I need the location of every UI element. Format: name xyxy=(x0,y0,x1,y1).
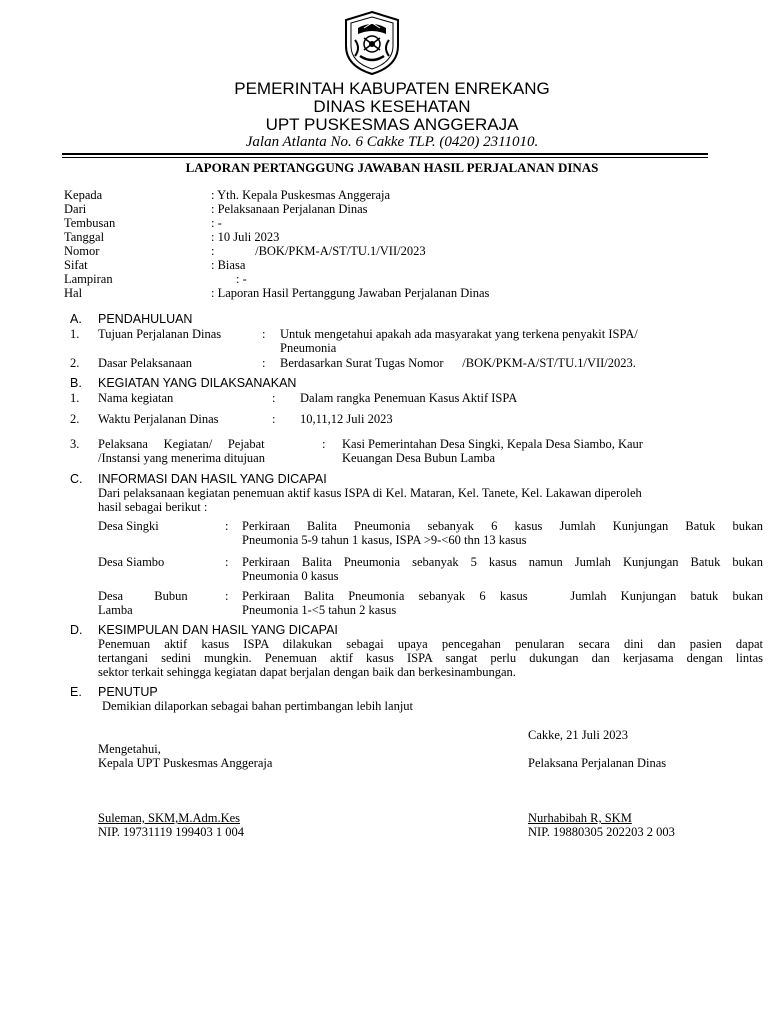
field-value-tanggal: : 10 Juli 2023 xyxy=(211,230,280,244)
section-a-item-2-text: Berdasarkan Surat Tugas Nomor /BOK/PKM-A/ST/TU.1/VII/2023. xyxy=(280,356,636,370)
section-b-item-2-text: 10,11,12 Juli 2023 xyxy=(300,412,393,426)
letterhead-unit: UPT PUSKESMAS ANGGERAJA xyxy=(265,115,519,134)
field-value-dari: : Pelaksanaan Perjalanan Dinas xyxy=(211,202,368,216)
field-value-hal: : Laporan Hasil Pertanggung Jawaban Perjalanan Dinas xyxy=(211,286,490,300)
section-a-item-1-text: Untuk mengetahui apakah ada masyarakat yang terkena penyakit ISPA/ xyxy=(280,327,638,341)
result-colon-siambo: : xyxy=(225,555,229,569)
section-b-item-3-colon: : xyxy=(322,437,326,451)
result-colon-bubun-lamba: : xyxy=(225,589,229,603)
field-label-hal: Hal xyxy=(64,286,83,300)
result-label-singki: Desa Singki xyxy=(98,519,159,533)
section-a-item-2-num: 2. xyxy=(70,356,80,370)
section-c-intro: Dari pelaksanaan kegiatan penemuan aktif kasus ISPA di Kel. Mataran, Kel. Tanete, Kel. Lakawan diperoleh xyxy=(98,486,642,500)
section-e-letter: E. xyxy=(70,685,82,699)
section-b-item-1-text: Dalam rangka Penemuan Kasus Aktif ISPA xyxy=(300,391,518,405)
field-value-lampiran: : - xyxy=(211,272,247,286)
section-b-letter: B. xyxy=(70,376,82,390)
result-text-siambo: Perkiraan Balita Pneumonia sebanyak 5 kasus namun Jumlah Kunjungan Batuk bukan xyxy=(242,555,763,569)
section-b-item-2-colon: : xyxy=(272,412,276,426)
field-value-sifat: : Biasa xyxy=(211,258,246,272)
section-a-item-1-label: Tujuan Perjalanan Dinas xyxy=(98,327,222,341)
section-e-heading: PENUTUP xyxy=(98,685,158,699)
section-a-item-2-colon: : xyxy=(262,356,266,370)
letterhead-divider-thin xyxy=(62,157,708,158)
section-b-item-3-text: Kasi Pemerintahan Desa Singki, Kepala Desa Siambo, Kaur xyxy=(342,437,643,451)
section-c-heading: INFORMASI DAN HASIL YANG DICAPAI xyxy=(98,472,327,486)
section-a-item-2-label: Dasar Pelaksanaan xyxy=(98,356,193,370)
field-label-tanggal: Tanggal xyxy=(64,230,105,244)
field-label-lampiran: Lampiran xyxy=(64,272,113,286)
section-b-item-1-num: 1. xyxy=(70,391,80,405)
field-label-tembusan: Tembusan xyxy=(64,216,116,230)
section-a-item-1-num: 1. xyxy=(70,327,80,341)
executor-title: Pelaksana Perjalanan Dinas xyxy=(528,756,667,770)
section-a-item-1-text-cont: Pneumonia xyxy=(280,341,337,355)
section-d-paragraph-line3: sektor terkait sehingga kegiatan dapat berjalan dengan baik dan berkesinambungan. xyxy=(98,665,516,679)
head-title: Kepala UPT Puskesmas Anggeraja xyxy=(98,756,273,770)
closing-statement: Demikian dilaporkan sebagai bahan pertimbangan lebih lanjut xyxy=(102,699,414,713)
section-b-item-1-label: Nama kegiatan xyxy=(98,391,174,405)
regency-emblem-icon xyxy=(342,10,402,76)
field-label-kepada: Kepada xyxy=(64,188,103,202)
letterhead-divider xyxy=(62,153,708,155)
result-colon-singki: : xyxy=(225,519,229,533)
field-label-sifat: Sifat xyxy=(64,258,88,272)
executor-nip: NIP. 19880305 202203 2 003 xyxy=(528,825,675,839)
acknowledged-label: Mengetahui, xyxy=(98,742,161,756)
letterhead-agency: DINAS KESEHATAN xyxy=(313,97,471,116)
section-b-item-3-text-cont: Keuangan Desa Bubun Lamba xyxy=(342,451,496,465)
field-value-tembusan: : - xyxy=(211,216,222,230)
letterhead-government: PEMERINTAH KABUPATEN ENREKANG xyxy=(234,79,550,98)
section-b-item-3-label-cont: /Instansi yang menerima ditujuan xyxy=(98,451,265,465)
result-text-bubun-lamba: Perkiraan Balita Pneumonia sebanyak 6 kasus Jumlah Kunjungan batuk bukan xyxy=(242,589,763,603)
section-d-paragraph-line1: Penemuan aktif kasus ISPA dilakukan sebagai upaya pencegahan penularan secara dini dan pasien dapat xyxy=(98,637,763,651)
section-b-item-2-num: 2. xyxy=(70,412,80,426)
section-a-item-1-colon: : xyxy=(262,327,266,341)
section-d-letter: D. xyxy=(70,623,83,637)
field-value-nomor: : /BOK/PKM-A/ST/TU.1/VII/2023 xyxy=(211,244,426,258)
field-label-dari: Dari xyxy=(64,202,87,216)
result-text-siambo-cont: Pneumonia 0 kasus xyxy=(242,569,339,583)
executor-signatory-name: Nurhabibah R, SKM xyxy=(528,811,632,825)
result-label-bubun-lamba-cont: Lamba xyxy=(98,603,133,617)
field-value-kepada: : Yth. Kepala Puskesmas Anggeraja xyxy=(211,188,391,202)
section-a-letter: A. xyxy=(70,312,82,326)
field-label-nomor: Nomor xyxy=(64,244,100,258)
result-label-bubun-lamba: Desa Bubun xyxy=(98,589,188,603)
result-label-siambo: Desa Siambo xyxy=(98,555,165,569)
section-b-item-3-num: 3. xyxy=(70,437,80,451)
section-b-item-2-label: Waktu Perjalanan Dinas xyxy=(98,412,219,426)
section-d-heading: KESIMPULAN DAN HASIL YANG DICAPAI xyxy=(98,623,338,637)
result-text-singki: Perkiraan Balita Pneumonia sebanyak 6 kasus Jumlah Kunjungan Batuk bukan xyxy=(242,519,763,533)
section-b-item-3-label: Pelaksana Kegiatan/ Pejabat xyxy=(98,437,265,451)
section-a-heading: PENDAHULUAN xyxy=(98,312,193,326)
report-title: LAPORAN PERTANGGUNG JAWABAN HASIL PERJALANAN DINAS xyxy=(185,160,599,175)
head-nip: NIP. 19731119 199403 1 004 xyxy=(98,825,244,839)
result-text-bubun-lamba-cont: Pneumonia 1-<5 tahun 2 kasus xyxy=(242,603,397,617)
head-signatory-name: Suleman, SKM,M.Adm.Kes xyxy=(98,811,241,825)
place-date: Cakke, 21 Juli 2023 xyxy=(528,728,628,742)
section-d-paragraph-line2: tertangani sedini mungkin. Penemuan aktif kasus ISPA sangat perlu dukungan dan kerjasama dengan lintas xyxy=(98,651,763,665)
letterhead-address: Jalan Atlanta No. 6 Cakke TLP. (0420) 2311010. xyxy=(245,134,539,150)
section-c-intro-cont: hasil sebagai berikut : xyxy=(98,500,208,514)
result-text-singki-cont: Pneumonia 5-9 tahun 1 kasus, ISPA >9-<60 thn 13 kasus xyxy=(242,533,527,547)
section-b-item-1-colon: : xyxy=(272,391,276,405)
section-c-letter: C. xyxy=(70,472,83,486)
section-b-heading: KEGIATAN YANG DILAKSANAKAN xyxy=(98,376,297,390)
